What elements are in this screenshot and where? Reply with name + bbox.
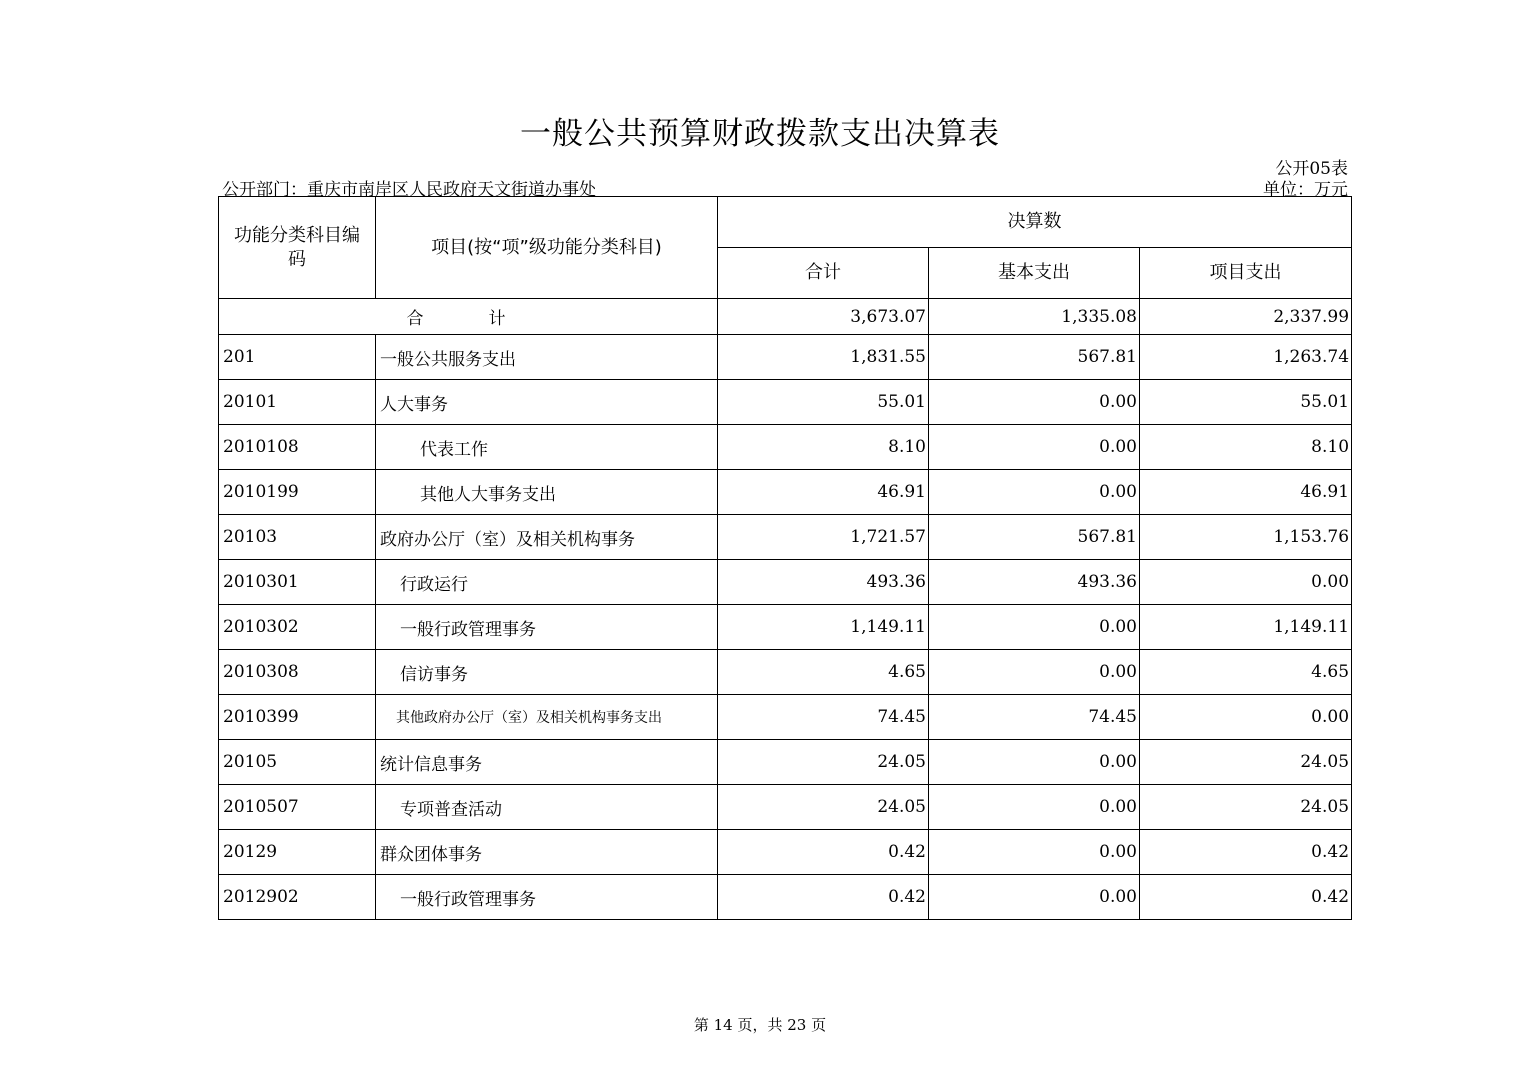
- table-row: [219, 785, 1352, 830]
- row-code: 20103: [219, 515, 376, 560]
- row-project: 0.00: [1140, 695, 1352, 740]
- row-project: 8.10: [1140, 425, 1352, 470]
- table-row: [219, 425, 1352, 470]
- row-code: 20101: [219, 380, 376, 425]
- row-basic: 0.00: [929, 740, 1140, 785]
- row-basic: 0.00: [929, 380, 1140, 425]
- total-row: [219, 299, 1352, 335]
- table-row: [219, 830, 1352, 875]
- row-basic: 567.81: [929, 335, 1140, 380]
- row-project: 0.00: [1140, 560, 1352, 605]
- unit-label: 单位：万元: [1263, 180, 1348, 200]
- header-code: 功能分类科目编码: [219, 197, 376, 299]
- row-project: 1,149.11: [1140, 605, 1352, 650]
- total-basic: 1,335.08: [929, 299, 1140, 335]
- header-budget: 决算数: [718, 197, 1352, 248]
- row-basic: 0.00: [929, 830, 1140, 875]
- row-project: 0.42: [1140, 875, 1352, 920]
- row-name: 一般行政管理事务: [376, 605, 718, 650]
- row-project: 46.91: [1140, 470, 1352, 515]
- header-basic: 基本支出: [929, 248, 1140, 299]
- row-project: 24.05: [1140, 740, 1352, 785]
- row-code: 2010308: [219, 650, 376, 695]
- table-row: [219, 650, 1352, 695]
- page-title: 一般公共预算财政拨款支出决算表: [520, 116, 1000, 152]
- table-row: [219, 470, 1352, 515]
- row-basic: 0.00: [929, 650, 1140, 695]
- row-total: 0.42: [718, 830, 929, 875]
- row-total: 493.36: [718, 560, 929, 605]
- row-project: 4.65: [1140, 650, 1352, 695]
- row-code: 2010507: [219, 785, 376, 830]
- row-basic: 0.00: [929, 425, 1140, 470]
- row-project: 1,263.74: [1140, 335, 1352, 380]
- table-row: [219, 380, 1352, 425]
- row-total: 24.05: [718, 740, 929, 785]
- table-row: [219, 515, 1352, 560]
- row-name: 其他政府办公厅（室）及相关机构事务支出: [376, 695, 718, 740]
- row-basic: 0.00: [929, 605, 1140, 650]
- row-total: 74.45: [718, 695, 929, 740]
- row-name: 统计信息事务: [376, 740, 718, 785]
- header-total: 合计: [718, 248, 929, 299]
- row-code: 2010302: [219, 605, 376, 650]
- total-label: 合 计: [219, 299, 718, 335]
- row-total: 1,149.11: [718, 605, 929, 650]
- row-name: 代表工作: [376, 425, 718, 470]
- row-name: 政府办公厅（室）及相关机构事务: [376, 515, 718, 560]
- row-total: 55.01: [718, 380, 929, 425]
- header-item: 项目(按“项”级功能分类科目): [376, 197, 718, 299]
- table-row: [219, 740, 1352, 785]
- row-name: 专项普查活动: [376, 785, 718, 830]
- row-name: 一般公共服务支出: [376, 335, 718, 380]
- row-code: 2012902: [219, 875, 376, 920]
- table-number: 公开05表: [1275, 159, 1348, 179]
- total-project: 2,337.99: [1140, 299, 1352, 335]
- row-basic: 493.36: [929, 560, 1140, 605]
- row-code: 20105: [219, 740, 376, 785]
- row-total: 1,721.57: [718, 515, 929, 560]
- row-project: 24.05: [1140, 785, 1352, 830]
- table-row: [219, 560, 1352, 605]
- row-basic: 0.00: [929, 875, 1140, 920]
- row-basic: 567.81: [929, 515, 1140, 560]
- row-name: 群众团体事务: [376, 830, 718, 875]
- row-basic: 74.45: [929, 695, 1140, 740]
- row-total: 46.91: [718, 470, 929, 515]
- table-row: [219, 335, 1352, 380]
- total-amount: 3,673.07: [718, 299, 929, 335]
- row-code: 20129: [219, 830, 376, 875]
- budget-table: [218, 196, 1352, 920]
- row-name: 信访事务: [376, 650, 718, 695]
- header-project: 项目支出: [1140, 248, 1352, 299]
- row-project: 55.01: [1140, 380, 1352, 425]
- row-basic: 0.00: [929, 470, 1140, 515]
- row-code: 201: [219, 335, 376, 380]
- row-code: 2010199: [219, 470, 376, 515]
- row-basic: 0.00: [929, 785, 1140, 830]
- row-code: 2010399: [219, 695, 376, 740]
- row-total: 8.10: [718, 425, 929, 470]
- row-total: 4.65: [718, 650, 929, 695]
- department-label: 公开部门：重庆市南岸区人民政府天文街道办事处: [222, 180, 596, 200]
- row-total: 24.05: [718, 785, 929, 830]
- table-row: [219, 605, 1352, 650]
- row-name: 其他人大事务支出: [376, 470, 718, 515]
- page-footer: 第 14 页，共 23 页: [693, 1016, 827, 1034]
- table-row: [219, 875, 1352, 920]
- row-name: 行政运行: [376, 560, 718, 605]
- row-project: 1,153.76: [1140, 515, 1352, 560]
- table-row: [219, 695, 1352, 740]
- row-name: 一般行政管理事务: [376, 875, 718, 920]
- row-total: 0.42: [718, 875, 929, 920]
- row-total: 1,831.55: [718, 335, 929, 380]
- row-code: 2010108: [219, 425, 376, 470]
- row-code: 2010301: [219, 560, 376, 605]
- row-name: 人大事务: [376, 380, 718, 425]
- row-project: 0.42: [1140, 830, 1352, 875]
